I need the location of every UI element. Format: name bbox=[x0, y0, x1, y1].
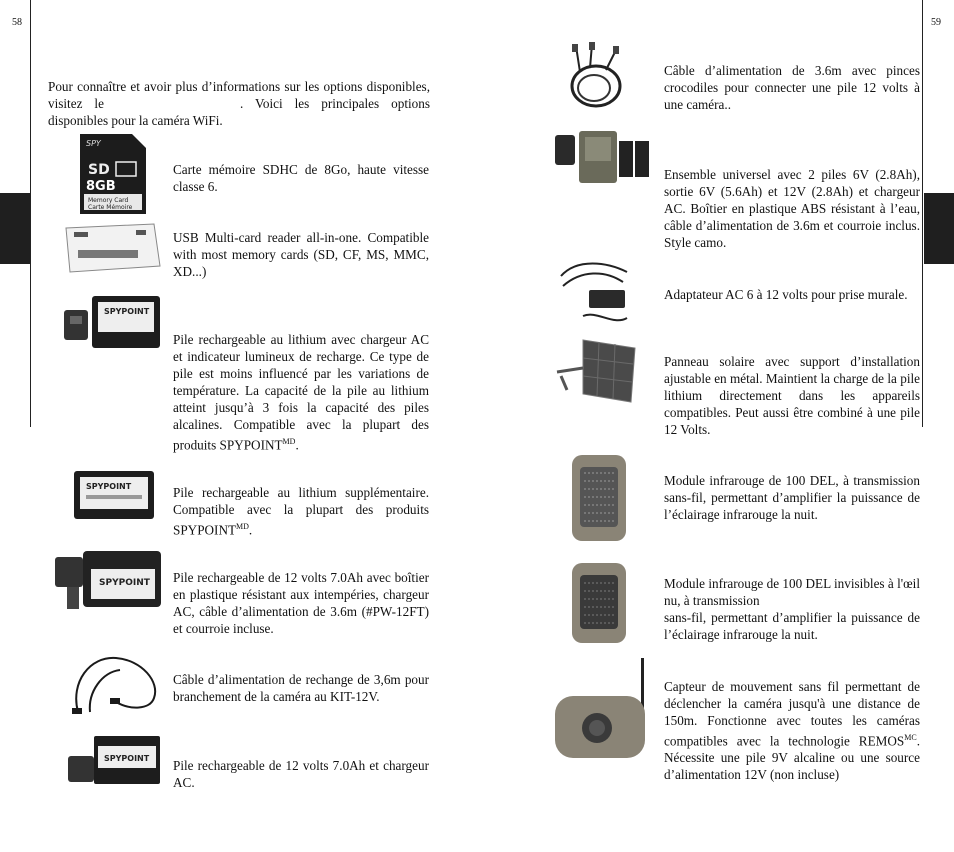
battery-box-icon bbox=[53, 547, 163, 611]
item-solar-panel bbox=[664, 353, 920, 438]
item-solar-panel-text: Panneau solaire avec support d’installation ajustable en métal. Maintient la charge de la pile lithium directement dans les appareils compatibles. Peut aussi être combiné à une pile 12 Volts. bbox=[664, 354, 920, 437]
item-invisible-ir-module-text: Module infrarouge de 100 DEL invisibles à l'œil nu, à transmission bbox=[664, 576, 920, 608]
intro-text-end: . Voici les principales options disponibles pour la caméra WiFi. bbox=[48, 96, 430, 128]
page-number-right: 59 bbox=[931, 17, 941, 28]
svg-text:SPY: SPY bbox=[86, 139, 101, 148]
power-cable-icon bbox=[70, 652, 162, 718]
item-motion-sensor-text: Capteur de mouvement sans fil permettant de déclencher la caméra jusqu'à une distance de 150m. Fonctionne avec toutes les caméras compatibles avec la technologie REMOS bbox=[664, 679, 920, 749]
intro-paragraph bbox=[48, 78, 430, 129]
item-lithium-battery bbox=[173, 484, 429, 538]
margin-rule-right bbox=[922, 0, 923, 427]
svg-text:SD: SD bbox=[88, 162, 110, 178]
trademark-md: MD bbox=[236, 522, 249, 531]
section-tab-left bbox=[0, 193, 30, 264]
section-tab-right bbox=[924, 193, 954, 264]
item-ac-adapter-text: Adaptateur AC 6 à 12 volts pour prise murale. bbox=[664, 287, 908, 302]
item-power-cable-text: Câble d’alimentation de rechange de 3,6m pour branchement de la caméra au KIT-12V. bbox=[173, 672, 429, 704]
ir-module-icon bbox=[568, 453, 630, 543]
trademark-mc: MC bbox=[904, 733, 917, 742]
svg-text:SPYPOINT: SPYPOINT bbox=[104, 307, 150, 316]
ac-adapter-icon bbox=[557, 256, 633, 328]
alligator-clip-cable-icon bbox=[566, 42, 628, 114]
intro-text-start: Pour connaître et avoir plus d’informations sur les options disponibles, visitez le bbox=[48, 79, 430, 111]
sd-card-icon bbox=[76, 132, 148, 216]
item-battery-box bbox=[173, 569, 429, 637]
item-battery-12v-charger bbox=[173, 757, 429, 791]
invisible-ir-module-icon bbox=[568, 561, 630, 645]
margin-rule-left bbox=[30, 0, 31, 427]
item-invisible-ir-module bbox=[664, 575, 920, 643]
sentence-end: . bbox=[248, 522, 253, 538]
item-power-cable bbox=[173, 671, 429, 705]
item-lithium-battery-charger bbox=[173, 331, 429, 453]
item-motion-sensor bbox=[664, 678, 920, 783]
svg-text:SPYPOINT: SPYPOINT bbox=[99, 578, 150, 588]
sentence-end: . bbox=[295, 437, 299, 453]
svg-text:Carte Mémoire: Carte Mémoire bbox=[88, 204, 133, 211]
item-ir-module bbox=[664, 472, 920, 523]
item-universal-kit bbox=[664, 166, 920, 251]
item-ir-module-text: Module infrarouge de 100 DEL, à transmission sans-fil, permettant d’amplifier la puissance de l’éclairage infrarouge la nuit. bbox=[664, 473, 920, 522]
lithium-battery-icon bbox=[72, 469, 156, 521]
item-universal-kit-text: Ensemble universel avec 2 piles 6V (2.8Ah), sortie 6V (5.6Ah) et 12V (2.8Ah) et chargeur AC. Boîtier en plastique ABS résistant à l’eau, câble d’alimentation de 3.6m et courroie inclus. Style camo. bbox=[664, 167, 920, 250]
lithium-battery-charger-icon bbox=[62, 294, 162, 352]
motion-sensor-icon bbox=[553, 656, 651, 762]
solar-panel-icon bbox=[553, 338, 637, 404]
item-card-reader-text: USB Multi-card reader all-in-one. Compatible with most memory cards (SD, CF, MS, MMC, XD...) bbox=[173, 230, 429, 279]
battery-12v-charger-icon bbox=[66, 732, 162, 790]
universal-kit-icon bbox=[553, 127, 653, 185]
item-alligator-clip-cable bbox=[664, 62, 920, 113]
page-number-left: 58 bbox=[12, 17, 22, 28]
trademark-md: MD bbox=[282, 437, 296, 446]
item-battery-box-text: Pile rechargeable de 12 volts 7.0Ah avec boîtier en plastique résistant aux intempéries, chargeur AC, câble d’alimentation de 3.6m (#PW-12FT) et courroie incluse. bbox=[173, 570, 429, 636]
item-sd-card bbox=[173, 161, 429, 195]
item-battery-12v-charger-text: Pile rechargeable de 12 volts 7.0Ah et chargeur AC. bbox=[173, 758, 429, 790]
card-reader-icon bbox=[62, 222, 162, 274]
svg-text:8GB: 8GB bbox=[86, 179, 116, 194]
item-ac-adapter bbox=[664, 286, 920, 303]
item-sd-card-text: Carte mémoire SDHC de 8Go, haute vitesse classe 6. bbox=[173, 162, 429, 194]
item-lithium-battery-text: Pile rechargeable au lithium supplémentaire. Compatible avec la plupart des produits SPYPOINT bbox=[173, 485, 429, 538]
svg-text:SPYPOINT: SPYPOINT bbox=[86, 482, 132, 491]
item-alligator-clip-cable-text: Câble d’alimentation de 3.6m avec pinces crocodiles pour connecter une pile 12 volts à une caméra.. bbox=[664, 63, 920, 112]
item-lithium-battery-charger-text: Pile rechargeable au lithium avec chargeur AC et indicateur lumineux de recharge. Ce type de pile est moins influencé par les variations de température. La capacité de la pile au lithium atteint jusqu’à 3 fois la capacité des piles alcalines. Compatible avec la plupart des produits SPYPOINT bbox=[173, 332, 429, 453]
svg-text:SPYPOINT: SPYPOINT bbox=[104, 754, 150, 763]
svg-text:Memory Card: Memory Card bbox=[88, 197, 129, 204]
item-card-reader bbox=[173, 229, 429, 280]
item-motion-sensor-text-end: . Nécessite une pile 9V alcaline ou une source d’alimentation 12V (non incluse) bbox=[664, 733, 920, 783]
item-invisible-ir-module-text-cont: sans-fil, permettant d’amplifier la puissance de l’éclairage infrarouge la nuit. bbox=[664, 610, 920, 642]
